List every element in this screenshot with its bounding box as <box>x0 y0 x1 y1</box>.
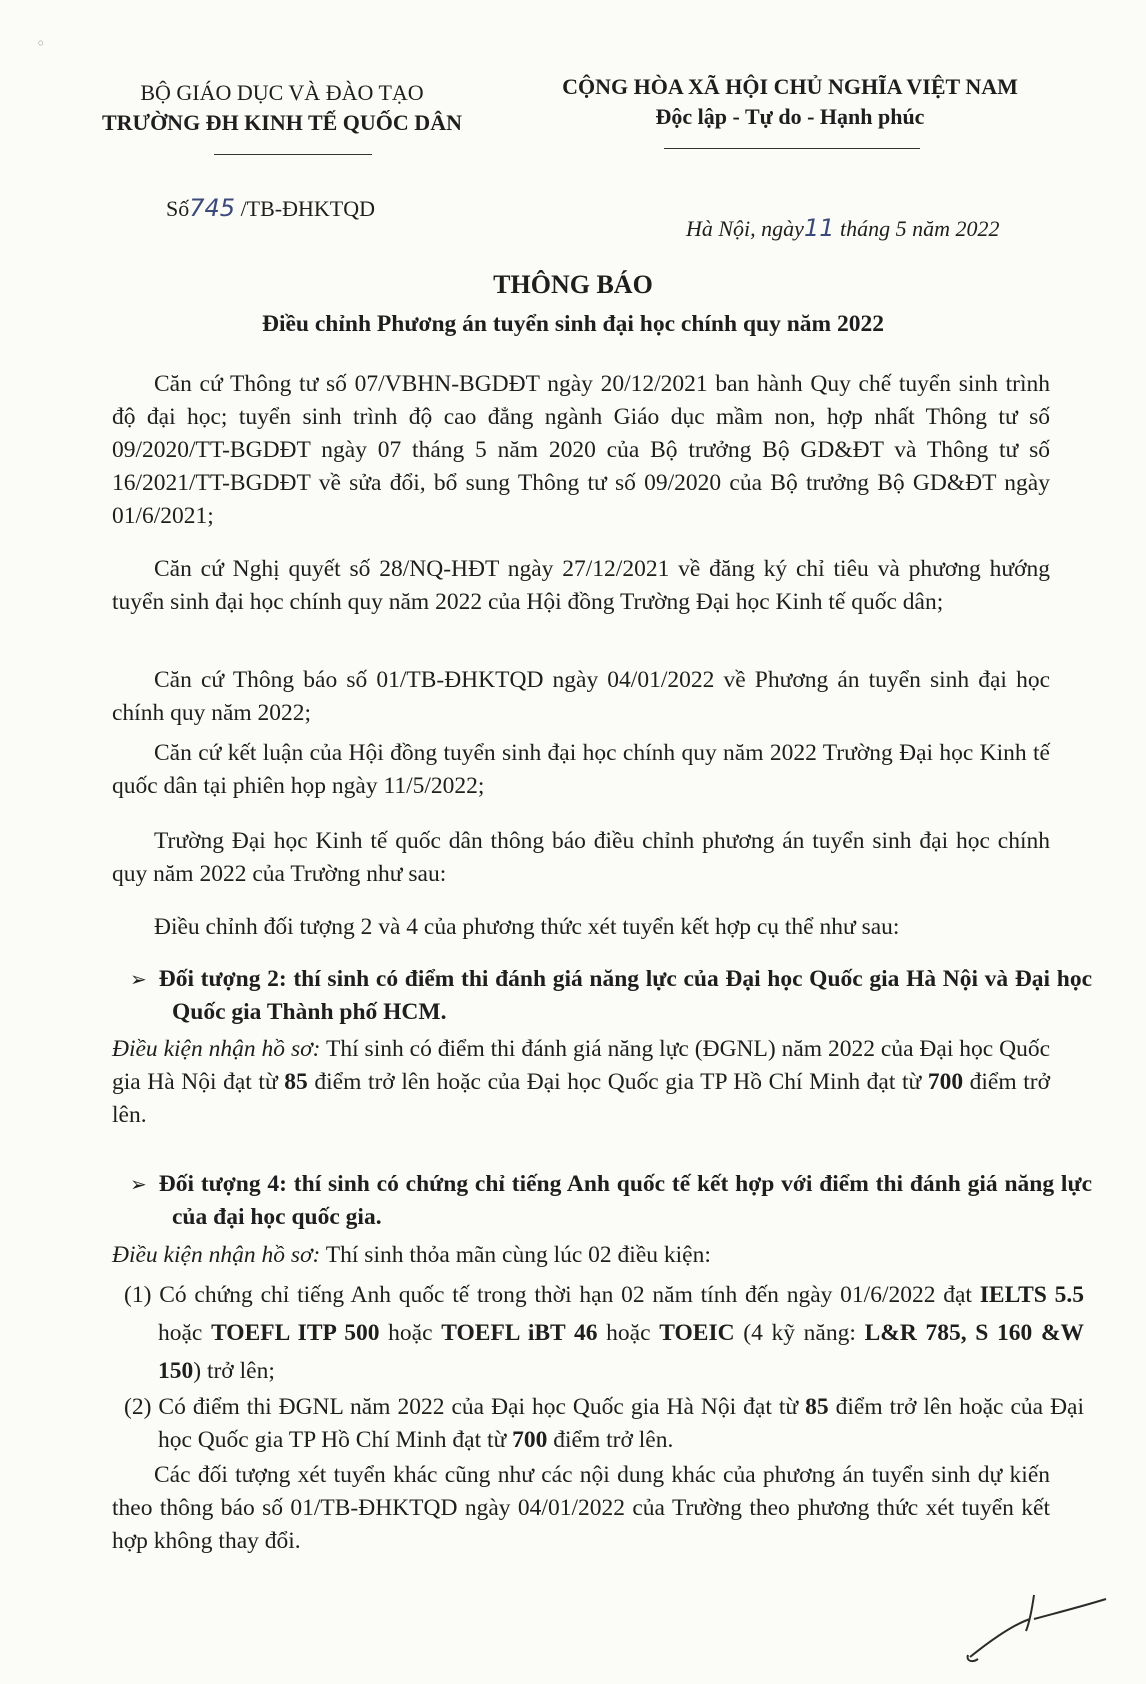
university-name: TRƯỜNG ĐH KINH TẾ QUỐC DÂN <box>102 110 462 135</box>
arrow-bullet-icon: ➢ <box>130 1172 147 1196</box>
condition-2-score-hn: 85 <box>805 1394 829 1420</box>
header-right-underline <box>664 148 920 149</box>
ielts-requirement: IELTS 5.5 <box>979 1282 1084 1308</box>
country-motto: Độc lập - Tự do - Hạnh phúc <box>655 104 925 129</box>
object-2-heading <box>130 963 1092 1029</box>
object-2-score-hn: 85 <box>284 1069 308 1095</box>
object-2-condition-text-c: điểm trở lên. <box>112 1069 1051 1128</box>
object-2-condition-label: Điều kiện nhận hồ sơ: <box>112 1036 321 1062</box>
condition-2-text-c: điểm trở lên. <box>553 1427 674 1453</box>
paragraph-adjustment: Điều chỉnh đối tượng 2 và 4 của phương thức xét tuyển kết hợp cụ thể như sau: <box>154 914 900 940</box>
scan-mark: ◦ <box>36 34 46 53</box>
toeic-skills-label: (4 kỹ năng: <box>743 1320 856 1346</box>
paragraph-basis-2: Căn cứ Nghị quyết số 28/NQ-HĐT ngày 27/12/2021 về đăng ký chỉ tiêu và phương hướng tuyển sinh đại học chính quy năm 2022 của Hội đồng Trường Đại học Kinh tế quốc dân; <box>112 556 1050 615</box>
arrow-bullet-icon: ➢ <box>130 967 147 991</box>
handwritten-initial-mark <box>960 1585 1120 1665</box>
toefl-itp-requirement: TOEFL ITP 500 <box>211 1320 380 1346</box>
toefl-ibt-requirement: TOEFL iBT 46 <box>441 1320 598 1346</box>
document-subtitle: Điều chỉnh Phương án tuyển sinh đại học chính quy năm 2022 <box>262 311 884 337</box>
document-ref <box>166 194 375 222</box>
condition-2-text-b: điểm trở lên hoặc của Đại học Quốc gia TP Hồ Chí Minh đạt từ <box>158 1394 1085 1453</box>
ref-suffix: /TB-ĐHKTQD <box>240 196 375 221</box>
toeic-scores: L&R 785, S 160 &W 150 <box>158 1320 1085 1384</box>
object-4-condition <box>112 1239 1050 1272</box>
object-2-score-hcm: 700 <box>927 1069 964 1095</box>
object-4-heading <box>130 1168 1092 1234</box>
condition-2-score-hcm: 700 <box>512 1427 548 1453</box>
date-prefix: Hà Nội, ngày <box>686 216 804 241</box>
country-name: CỘNG HÒA XÃ HỘI CHỦ NGHĨA VIỆT NAM <box>562 74 1018 99</box>
header-right <box>520 72 1060 132</box>
object-4-condition-intro: Thí sinh thỏa mãn cùng lúc 02 điều kiện: <box>325 1242 711 1268</box>
header-left <box>62 78 502 138</box>
paragraph-announcement: Trường Đại học Kinh tế quốc dân thông báo điều chỉnh phương án tuyển sinh đại học chính quy năm 2022 của Trường như sau: <box>112 828 1050 887</box>
or-text: hoặc <box>388 1320 433 1346</box>
condition-1-text: Có chứng chỉ tiếng Anh quốc tế trong thời hạn 02 năm tính đến ngày 01/6/2022 đạt <box>159 1282 972 1308</box>
object-2-condition-text-a: Thí sinh có điểm thi đánh giá năng lực (ĐGNL) năm 2022 của Đại học Quốc gia Hà Nội đạt từ <box>112 1036 1051 1095</box>
ministry-name: BỘ GIÁO DỤC VÀ ĐÀO TẠO <box>140 80 424 105</box>
object-4-heading-text: Đối tượng 4: thí sinh có chứng chỉ tiếng Anh quốc tế kết hợp với điểm thi đánh giá năng lực của đại học quốc gia. <box>158 1171 1092 1230</box>
paragraph-basis-1: Căn cứ Thông tư số 07/VBHN-BGDĐT ngày 20/12/2021 ban hành Quy chế tuyển sinh trình độ đại học; tuyển sinh trình độ cao đẳng ngành Giáo dục mầm non, hợp nhất Thông tư số 09/2020/TT-BGDĐT ngày 07 tháng 5 năm 2020 của Bộ trưởng Bộ GD&ĐT và Thông tư số 16/2021/TT-BGDĐT về sửa đổi, bổ sung Thông tư số 09/2020 của Bộ trưởng Bộ GD&ĐT ngày 01/6/2021; <box>112 371 1050 529</box>
date-suffix: tháng 5 năm 2022 <box>840 216 1000 241</box>
toeic-requirement: TOEIC <box>659 1320 735 1346</box>
ref-number-handwritten: 745 <box>189 194 236 222</box>
object-4-condition-1 <box>124 1276 1084 1390</box>
header-left-underline <box>214 154 372 155</box>
object-2-condition-text-b: điểm trở lên hoặc của Đại học Quốc gia TP Hồ Chí Minh đạt từ <box>314 1069 922 1095</box>
ref-prefix: Số <box>166 196 190 221</box>
paragraph-basis-3: Căn cứ Thông báo số 01/TB-ĐHKTQD ngày 04/01/2022 về Phương án tuyển sinh đại học chính quy năm 2022; <box>112 667 1050 726</box>
paragraph-basis-4: Căn cứ kết luận của Hội đồng tuyển sinh đại học chính quy năm 2022 Trường Đại học Kinh tế quốc dân tại phiên họp ngày 11/5/2022; <box>112 740 1050 799</box>
condition-1-number: (1) <box>124 1282 152 1308</box>
or-text: hoặc <box>158 1320 203 1346</box>
or-text: hoặc <box>606 1320 651 1346</box>
object-2-condition <box>112 1033 1050 1132</box>
closing-paragraph: Các đối tượng xét tuyển khác cũng như các nội dung khác của phương án tuyển sinh dự kiến theo thông báo số 01/TB-ĐHKTQD ngày 04/01/2022 của Trường theo phương thức xét tuyển kết hợp không thay đổi. <box>112 1462 1050 1554</box>
document-date <box>686 214 1000 242</box>
object-4-condition-2 <box>124 1391 1084 1457</box>
condition-2-text-a: Có điểm thi ĐGNL năm 2022 của Đại học Quốc gia Hà Nội đạt từ <box>158 1394 799 1420</box>
condition-1-end: ) trở lên; <box>193 1358 275 1384</box>
document-title: THÔNG BÁO <box>493 270 653 299</box>
condition-2-number: (2) <box>124 1394 152 1420</box>
object-2-heading-text: Đối tượng 2: thí sinh có điểm thi đánh giá năng lực của Đại học Quốc gia Hà Nội và Đại học Quốc gia Thành phố HCM. <box>158 966 1092 1025</box>
object-4-condition-label: Điều kiện nhận hồ sơ: <box>112 1242 321 1268</box>
date-day-handwritten: 11 <box>803 214 835 242</box>
